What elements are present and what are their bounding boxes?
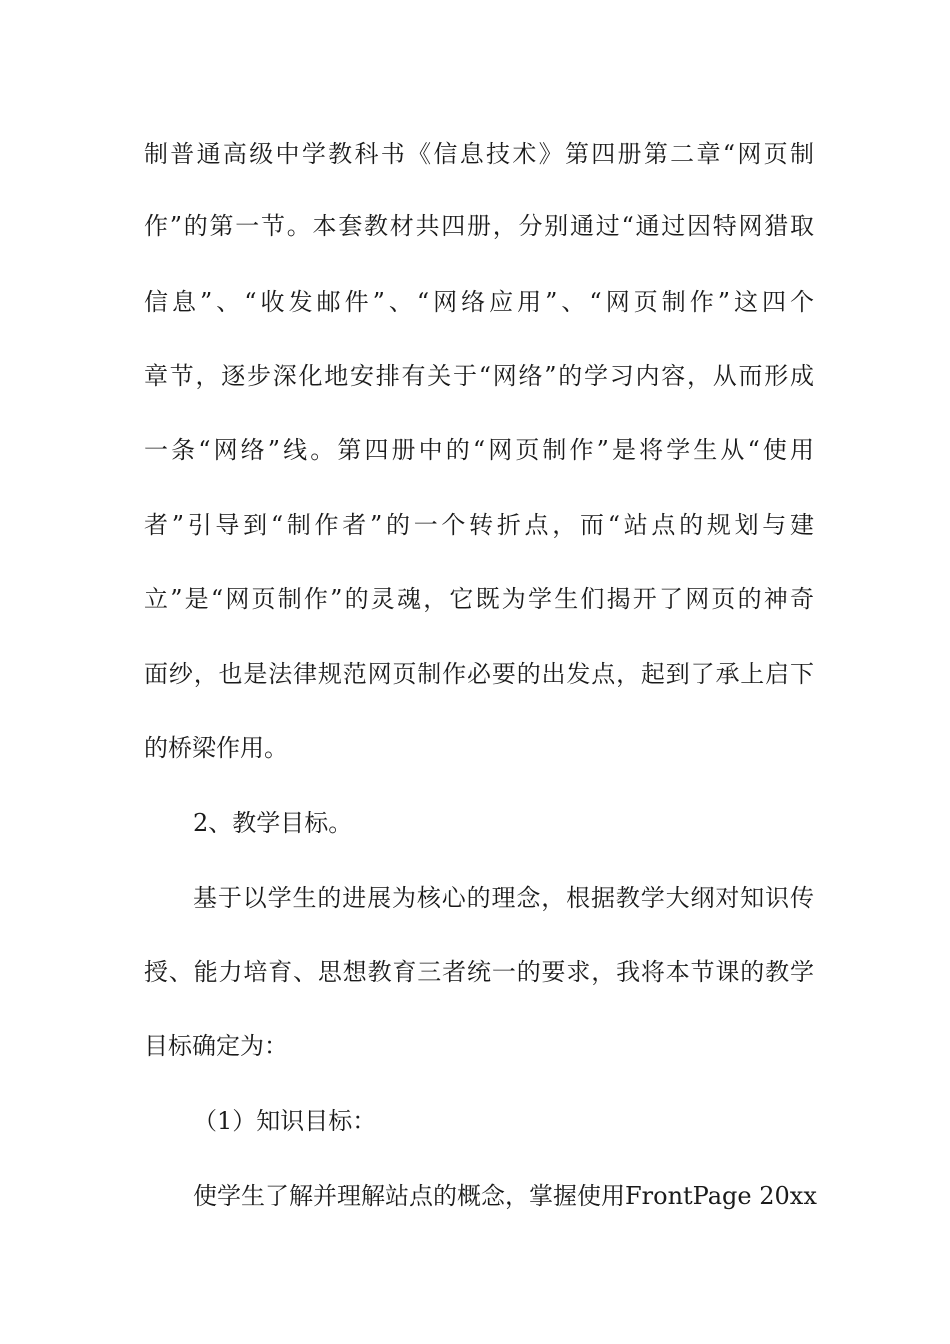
text-line: 使学生了解并理解站点的概念，掌握使用FrontPage 20xx — [193, 1182, 817, 1210]
text-line: 目标确定为： — [144, 1032, 288, 1060]
text-line: 信息”、“收发邮件”、“网络应用”、“网页制作”这四个 — [144, 288, 814, 316]
text-line: 基于以学生的进展为核心的理念，根据教学大纲对知识传 — [193, 884, 814, 912]
text-line: 者”引导到“制作者”的一个转折点，而“站点的规划与建 — [144, 511, 814, 539]
text-line: 作”的第一节。本套教材共四册，分别通过“通过因特网猎取 — [144, 212, 814, 240]
text-line: 制普通高级中学教科书《信息技术》第四册第二章“网页制 — [144, 140, 814, 168]
text-line: 的桥梁作用。 — [144, 734, 288, 762]
section-heading: 2、教学目标。 — [193, 809, 353, 837]
text-line: 一条“网络”线。第四册中的“网页制作”是将学生从“使用 — [144, 436, 814, 464]
text-line: 立”是“网页制作”的灵魂，它既为学生们揭开了网页的神奇 — [144, 585, 814, 613]
subsection-heading: （1）知识目标： — [193, 1107, 377, 1135]
text-line: 授、能力培育、思想教育三者统一的要求，我将本节课的教学 — [144, 958, 814, 986]
text-line: 章节，逐步深化地安排有关于“网络”的学习内容，从而形成 — [144, 362, 814, 390]
text-line: 面纱，也是法律规范网页制作必要的出发点，起到了承上启下 — [144, 660, 814, 688]
